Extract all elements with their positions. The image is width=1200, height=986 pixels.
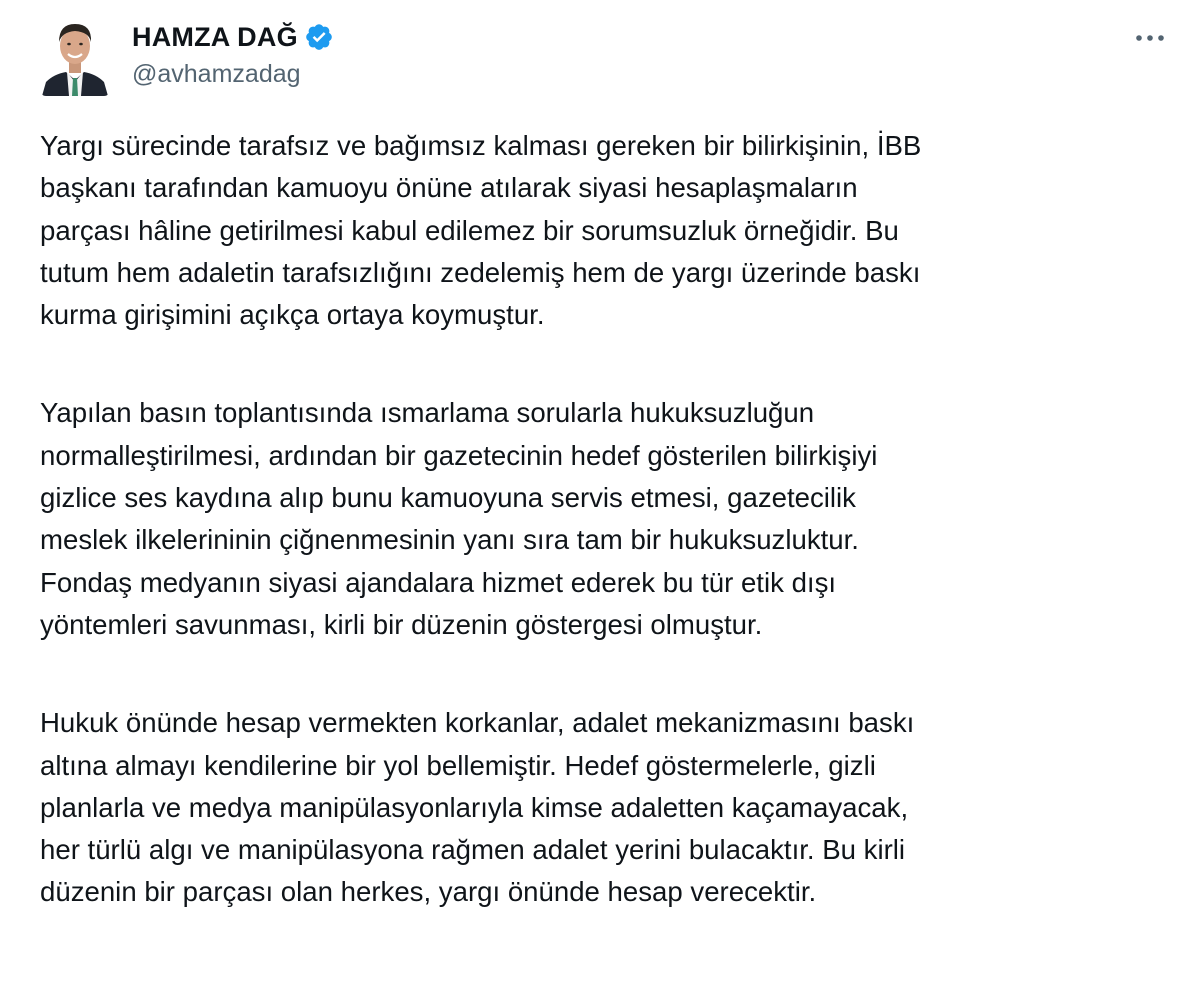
user-handle[interactable]: @avhamzadag (132, 60, 301, 88)
text-line: altına almayı kendilerine bir yol bellemiştir. Hedef göstermelerle, gizli (40, 749, 876, 781)
text-line: kurma girişimini açıkça ortaya koymuştur. (40, 299, 545, 331)
text-line: yöntemleri savunması, kirli bir düzenin göstergesi olmuştur. (40, 608, 763, 640)
paragraph-3 (40, 702, 1170, 913)
text-line: normalleştirilmesi, ardından bir gazetecinin hedef gösterilen bilirkişiyi (40, 439, 878, 471)
paragraph-gap (40, 336, 1170, 392)
person-avatar-icon (40, 16, 110, 96)
display-name[interactable]: HAMZA DAĞ (132, 21, 298, 52)
paragraph-1 (40, 125, 1170, 336)
more-horizontal-icon (1135, 34, 1165, 42)
text-line: başkanı tarafından kamuoyu önüne atılarak siyasi hesaplaşmaların (40, 172, 858, 204)
text-line: tutum hem adaletin tarafsızlığını zedelemiş hem de yargı üzerinde baskı (40, 256, 921, 288)
text-line: Yargı sürecinde tarafsız ve bağımsız kalması gereken bir bilirkişinin, İBB (40, 130, 922, 161)
avatar[interactable] (40, 16, 110, 96)
paragraph-gap (40, 646, 1170, 702)
text-line: gizlice ses kaydına alıp bunu kamuoyuna servis etmesi, gazetecilik (40, 482, 856, 514)
paragraph-2 (40, 392, 1170, 646)
text-line: düzenin bir parçası olan herkes, yargı önünde hesap verecektir. (40, 876, 817, 908)
tweet-header (40, 16, 1170, 106)
verified-badge-icon (304, 22, 334, 52)
text-line: meslek ilkelerininin çiğnenmesinin yanı sıra tam bir hukuksuzluktur. (40, 524, 859, 556)
text-line: planlarla ve medya manipülasyonlarıyla kimse adaletten kaçamayacak, (40, 791, 909, 823)
name-row (132, 18, 334, 56)
text-line: Fondaş medyanın siyasi ajandalara hizmet ederek bu tür etik dışı (40, 566, 837, 598)
tweet-text (40, 125, 1170, 914)
text-line: parçası hâline getirilmesi kabul edilemez bir sorumsuzluk örneğidir. Bu (40, 214, 899, 246)
text-line: Hukuk önünde hesap vermekten korkanlar, adalet mekanizmasını baskı (40, 707, 915, 739)
text-line: Yapılan basın toplantısında ısmarlama sorularla hukuksuzluğun (40, 397, 815, 429)
text-line: her türlü algı ve manipülasyona rağmen adalet yerini bulacaktır. Bu kirli (40, 834, 906, 866)
more-options-button[interactable] (1130, 24, 1170, 52)
